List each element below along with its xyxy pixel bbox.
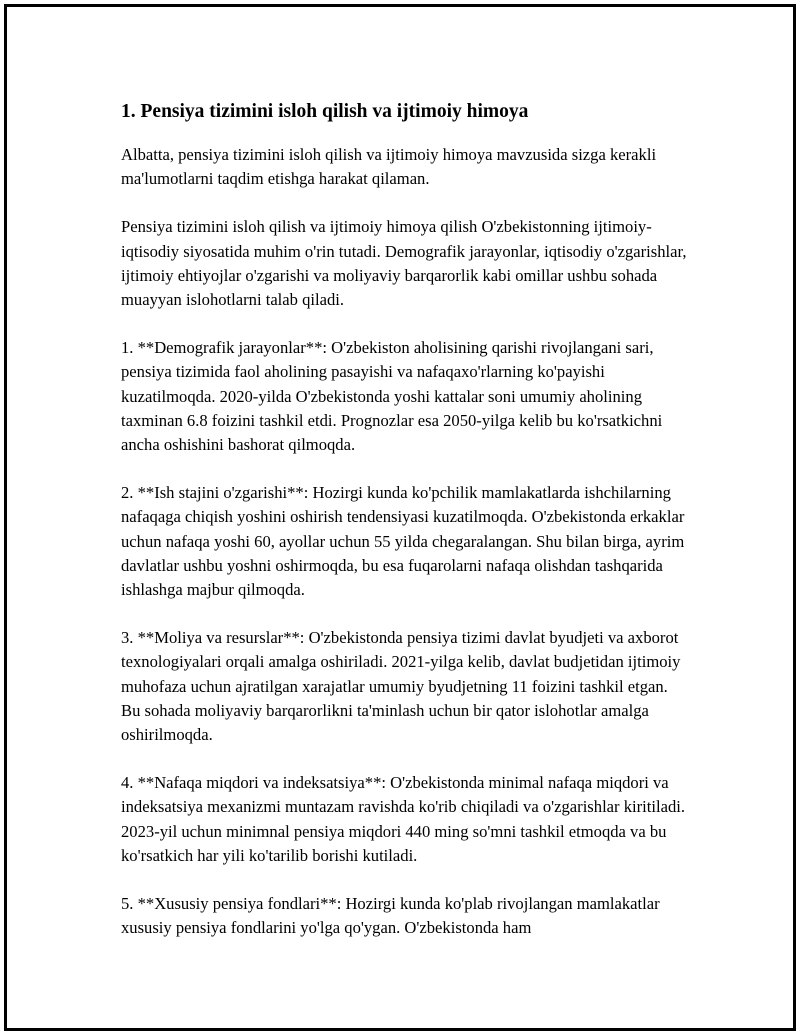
document-body	[121, 99, 687, 964]
point-demographic-paragraph: 1. **Demografik jarayonlar**: O'zbekiston aholisining qarishi rivojlangani sari, pensiya tizimida faol aholining pasayishi va nafaqaxo'rlarning ko'payishi kuzatilmoqda. 2020-yilda O'zbekistonda yoshi kattalar soni umumiy aholining taxminan 6.8 foizini tashkil etdi. Prognozlar esa 2050-yilga kelib bu ko'rsatkichni ancha oshishini bashorat qilmoqda.	[121, 338, 663, 455]
point-pension-amount-paragraph: 4. **Nafaqa miqdori va indeksatsiya**: O'zbekistonda minimal nafaqa miqdori va indeksatsiya mexanizmi muntazam ravishda ko'rib chiqiladi va o'zgarishlar kiritiladi. 2023-yil uchun minimnal pensiya miqdori 440 ming so'mni tashkil etmoqda va bu ko'rsatkich har yili ko'tarilib borishi kutiladi.	[121, 773, 686, 865]
point-work-experience-paragraph: 2. **Ish stajini o'zgarishi**: Hozirgi kunda ko'pchilik mamlakatlarda ishchilarning nafaqaga chiqish yoshini oshirish tendensiyasi kuzatilmoqda. O'zbekistonda erkaklar uchun nafaqa yoshi 60, ayollar uchun 55 yilda chegaralangan. Shu bilan birga, ayrim davlatlar ushbu yoshni oshirmoqda, bu esa fuqarolarni nafaqa olishdan tashqarida ishlashga majbur qilmoqda.	[121, 483, 685, 600]
intro-paragraph: Albatta, pensiya tizimini isloh qilish va ijtimoiy himoya mavzusida sizga kerakli ma'lumotlarni taqdim etishga harakat qilaman.	[121, 145, 657, 189]
section-heading: 1. Pensiya tizimini isloh qilish va ijtimoiy himoya	[121, 101, 529, 122]
point-finance-paragraph: 3. **Moliya va resurslar**: O'zbekistonda pensiya tizimi davlat byudjeti va axborot texnologiyalari orqali amalga oshiriladi. 2021-yilga kelib, davlat budjetidan ijtimoiy muhofaza uchun ajratilgan xarajatlar umumiy byudjetning 11 foizini tashkil etgan. Bu sohada moliyaviy barqarorlikni ta'minlash uchun bir qator islohotlar amalga oshirilmoqda.	[121, 628, 681, 745]
point-private-funds-paragraph: 5. **Xususiy pensiya fondlari**: Hozirgi kunda ko'plab rivojlangan mamlakatlar xususiy pensiya fondlarini yo'lga qo'ygan. O'zbekistonda ham	[121, 894, 660, 938]
page-frame	[4, 4, 796, 1031]
overview-paragraph: Pensiya tizimini isloh qilish va ijtimoiy himoya qilish O'zbekistonning ijtimoiy-iqtisodiy siyosatida muhim o'rin tutadi. Demografik jarayonlar, iqtisodiy o'zgarishlar, ijtimoiy ehtiyojlar o'zgarishi va moliyaviy barqarorlik kabi omillar ushbu sohada muayyan islohotlarni talab qiladi.	[121, 217, 687, 310]
